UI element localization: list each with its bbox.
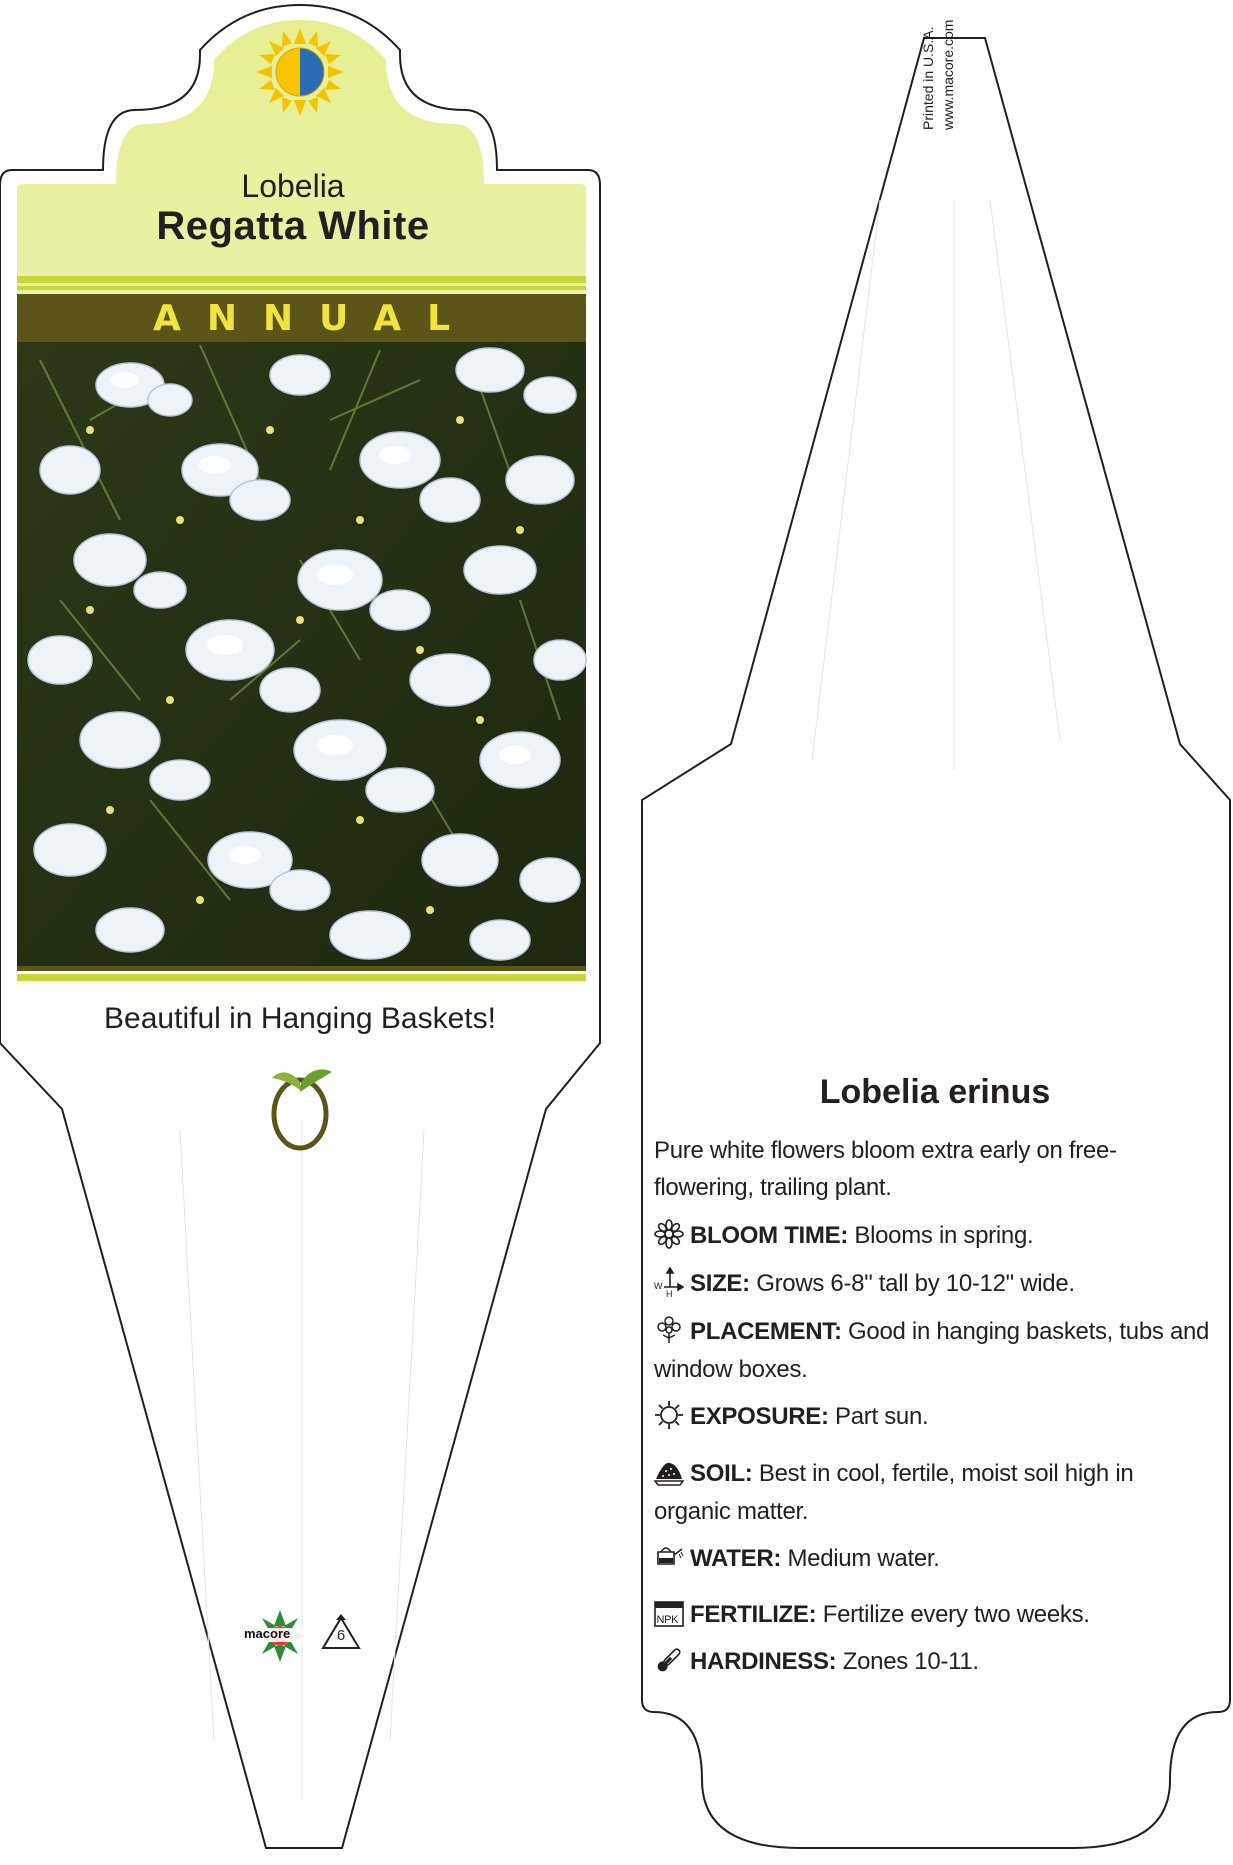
part-sun-icon: [256, 28, 344, 116]
care-row-placement: [654, 1313, 1214, 1389]
care-row-exposure: [654, 1398, 1214, 1436]
printed-in-label: Printed in U.S.A.: [920, 26, 936, 130]
care-row-hardiness: [654, 1643, 1214, 1681]
flower-photo: [17, 342, 586, 966]
flower-icon: [654, 1219, 684, 1249]
care-label: EXPOSURE:: [690, 1403, 829, 1430]
front-genus: Lobelia: [241, 168, 345, 204]
thermometer-icon: [654, 1645, 684, 1675]
svg-text:W: W: [654, 1281, 663, 1291]
website-label: www.macore.com: [940, 19, 956, 130]
watering-can-icon: [654, 1542, 684, 1572]
sun-outline-icon: [654, 1400, 684, 1430]
npk-bag-icon: [654, 1598, 684, 1628]
care-row-soil: [654, 1455, 1214, 1531]
care-text: Part sun.: [835, 1403, 929, 1430]
brand-logo-text: macore: [244, 1626, 291, 1641]
care-label: FERTILIZE:: [690, 1601, 817, 1628]
care-label: SIZE:: [690, 1270, 750, 1297]
care-label: SOIL:: [690, 1460, 753, 1487]
care-row-size: [654, 1265, 1214, 1303]
care-text: Zones 10-11.: [842, 1648, 979, 1675]
care-text: Best in cool, fertile, moist soil high in organic matter.: [654, 1460, 1134, 1525]
care-text: Fertilize every two weeks.: [822, 1601, 1090, 1628]
care-label: WATER:: [690, 1545, 782, 1572]
care-label: HARDINESS:: [690, 1648, 837, 1675]
placement-plant-icon: [654, 1315, 684, 1345]
category-label: ANNUAL: [152, 297, 477, 339]
svg-text:H: H: [666, 1289, 673, 1297]
care-row-fertilize: [654, 1596, 1214, 1634]
care-text: Good in hanging baskets, tubs and window boxes.: [654, 1318, 1210, 1383]
care-row-water: [654, 1540, 1214, 1578]
care-label: BLOOM TIME:: [690, 1222, 849, 1249]
care-row-bloom: [654, 1217, 1214, 1255]
soil-pile-icon: [654, 1457, 684, 1487]
front-variety: Regatta White: [156, 204, 430, 248]
care-text: Medium water.: [787, 1545, 940, 1572]
care-text: Blooms in spring.: [854, 1222, 1034, 1249]
size-arrows-icon: [654, 1267, 684, 1297]
care-text: Grows 6-8" tall by 10-12" wide.: [756, 1270, 1075, 1297]
latin-name: Lobelia erinus: [819, 1073, 1051, 1111]
recycle-code: 6: [336, 1627, 346, 1644]
care-label: PLACEMENT:: [690, 1318, 842, 1345]
description: Pure white flowers bloom extra early on free-flowering, trailing plant.: [654, 1137, 1117, 1201]
front-tagline: Beautiful in Hanging Baskets!: [104, 1002, 496, 1035]
svg-text:NPK: NPK: [656, 1614, 679, 1626]
annual-band: [17, 294, 586, 342]
